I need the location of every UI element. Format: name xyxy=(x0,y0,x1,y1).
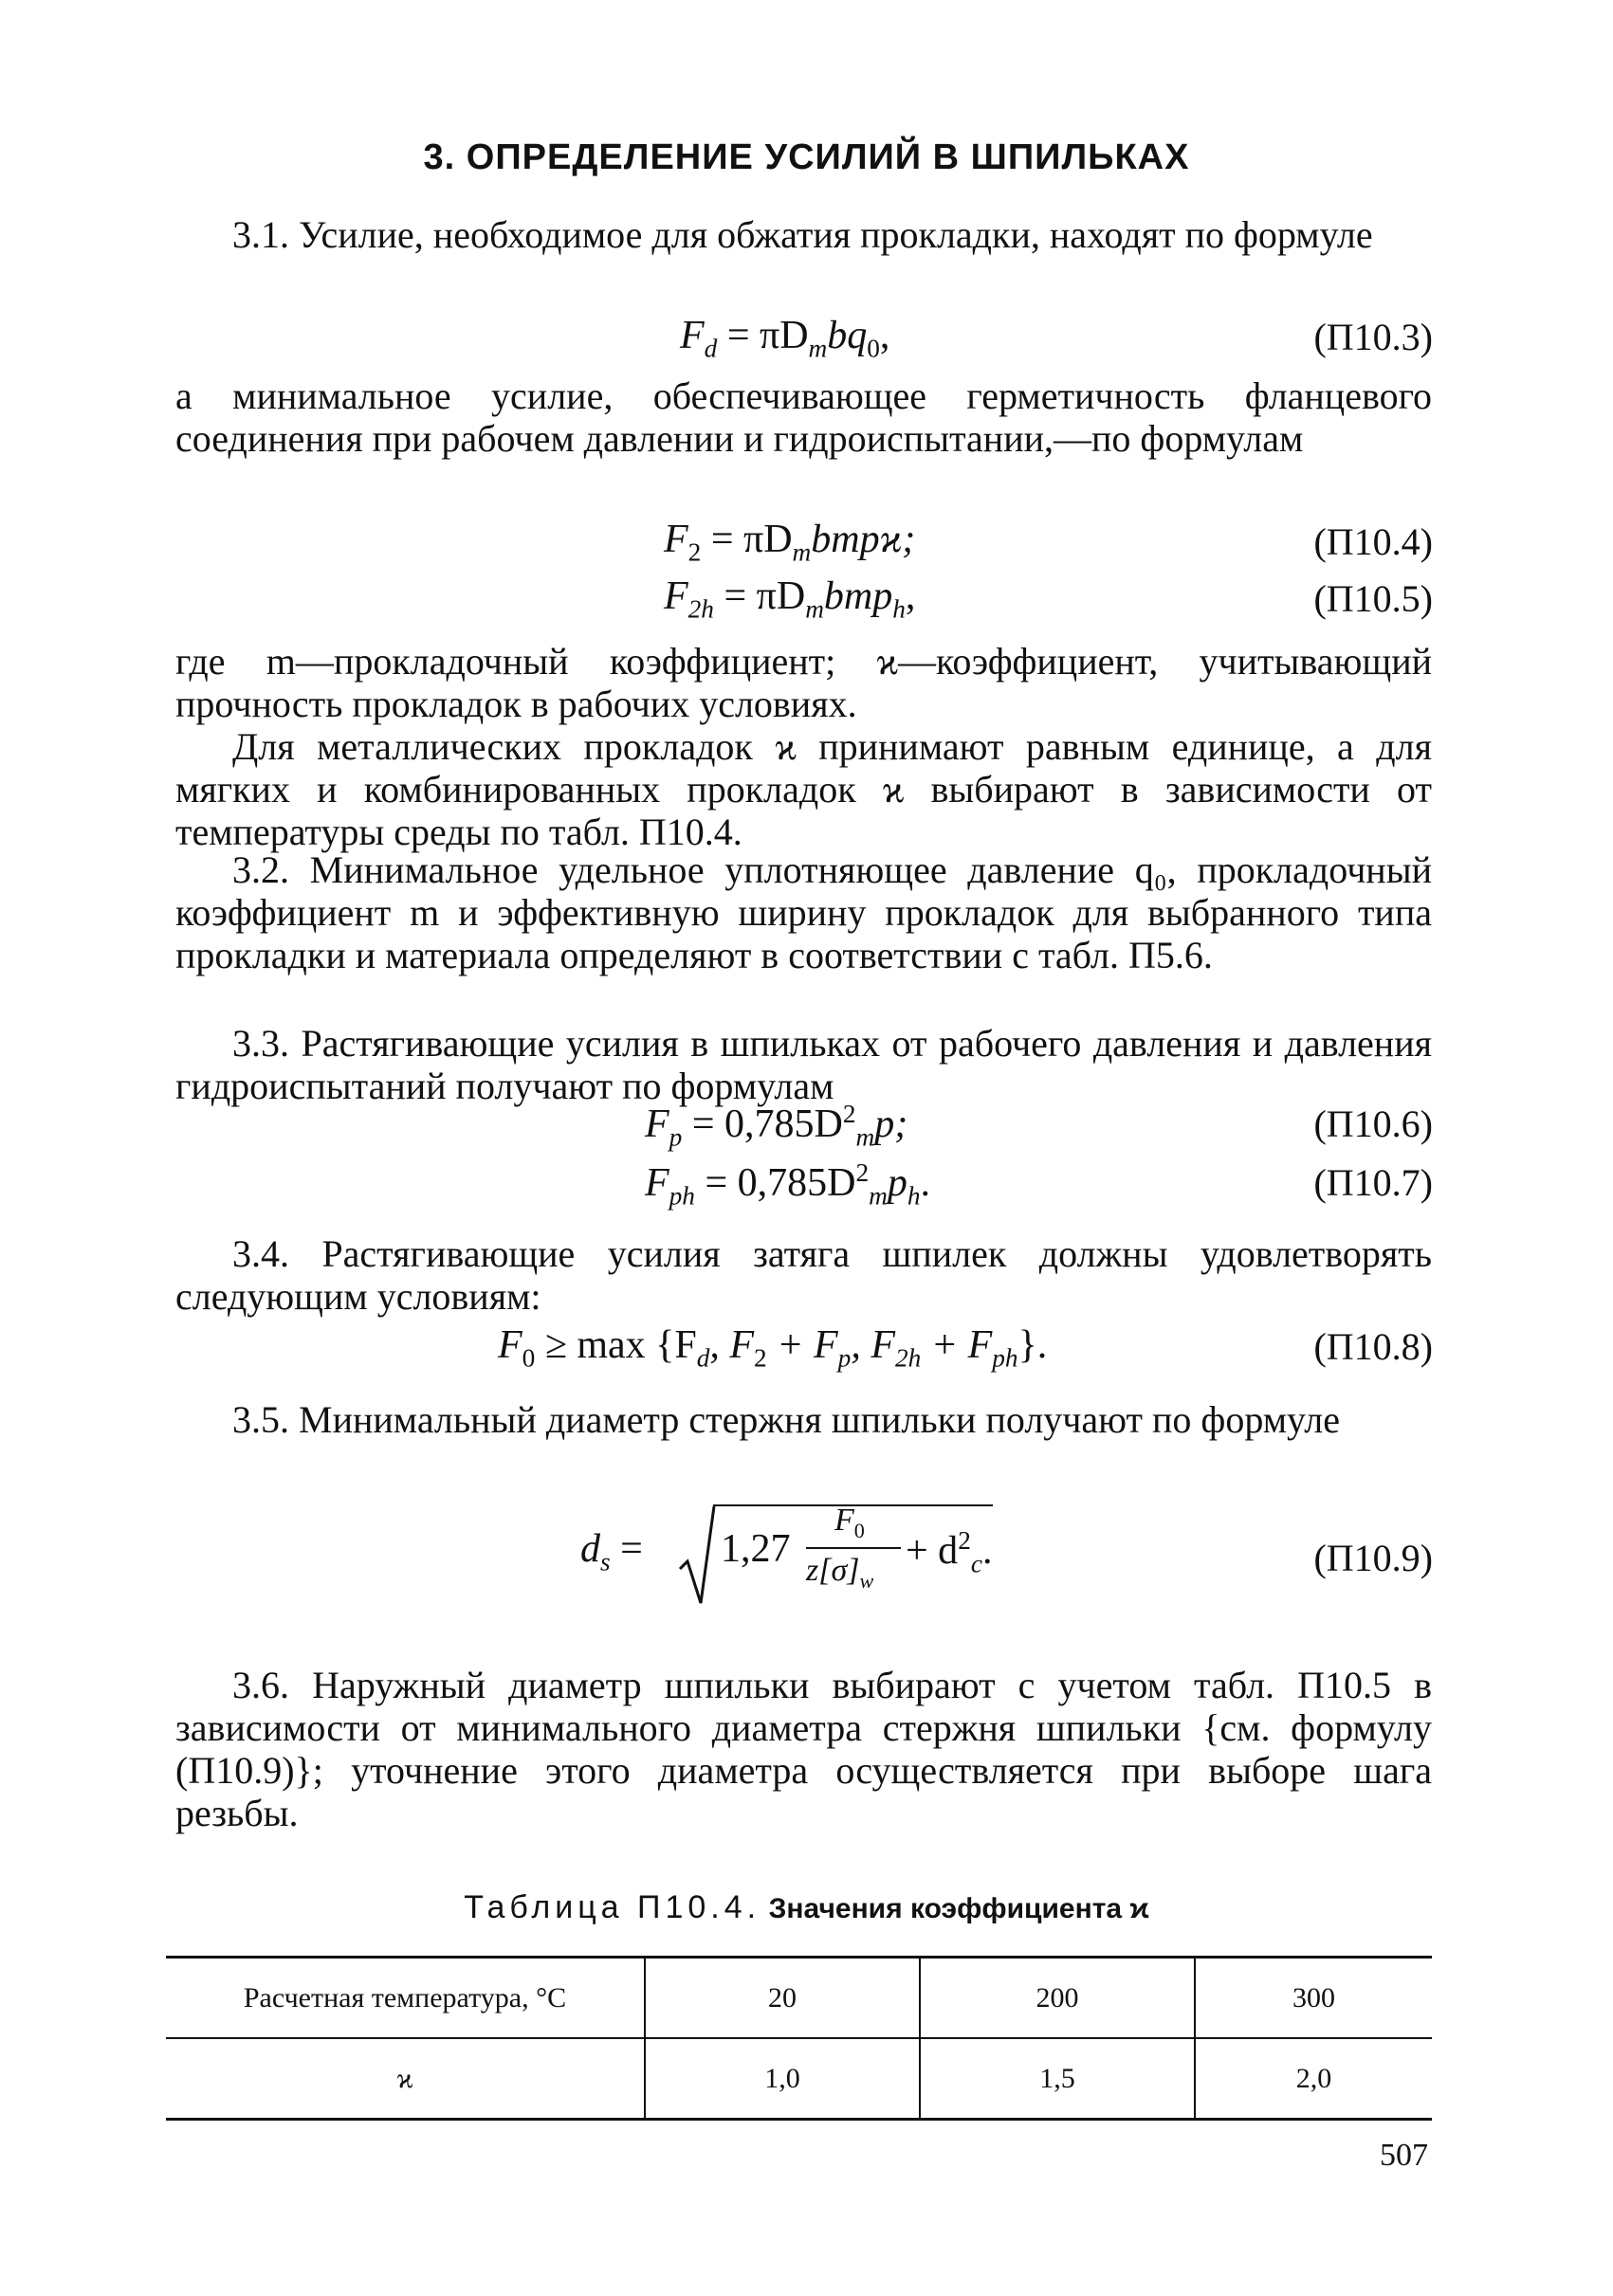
paragraph-3-1-continued: а минимальное усилие, обеспечивающее герметичность фланцевого соединения при рабочем давлении и гидроиспытании,—по формулам xyxy=(175,374,1432,460)
table-cell: 2,0 xyxy=(1195,2038,1432,2120)
formula-number-p10-9: (П10.9) xyxy=(1313,1537,1433,1579)
formula-p10-8: $F_0 \ge \max \{F_d$, $F_2 + F_p$, $F_{2h} + F_{ph}$}. xyxy=(498,1323,1048,1373)
radical-sign xyxy=(678,1503,716,1607)
table-cell: ϰ xyxy=(166,2038,645,2120)
table-cell: 1,0 xyxy=(645,2038,920,2120)
table-caption xyxy=(0,1889,1613,1926)
page-number: 507 xyxy=(1380,2138,1428,2173)
paragraph-3-4: 3.4. Растягивающие усилия затяга шпилек должны удовлетворять следующим условиям: xyxy=(175,1232,1432,1318)
formula-number-p10-8: (П10.8) xyxy=(1313,1325,1433,1368)
paragraph-3-2: 3.2. Минимальное удельное уплотняющее давление q₀, прокладочный коэффициент m и эффективную ширину прокладок для выбранного типа прокладки и материала определяют в соответствии с табл. П5.6. xyxy=(175,848,1432,976)
paragraph-metal-gaskets: Для металлических прокладок ϰ принимают равным единице, а для мягких и комбинированных прокладок ϰ выбирают в зависимости от температуры среды по табл. П10.4. xyxy=(175,725,1432,853)
paragraph-3-6: 3.6. Наружный диаметр шпильки выбирают с учетом табл. П10.5 в зависимости от минимального диаметра стержня шпильки {см. формулу (П10.9)}; уточнение этого диаметра осуществляется при выборе шага резьбы. xyxy=(175,1664,1432,1834)
formula-p10-9-lhs: $d_s$ = xyxy=(580,1527,643,1576)
table-caption-title: Значения коэффициента ϰ xyxy=(768,1893,1149,1924)
paragraph-3-3: 3.3. Растягивающие усилия в шпильках от рабочего давления и давления гидроиспытаний получают по формулам xyxy=(175,1022,1432,1107)
formula-p10-9-coef: 1,27 xyxy=(721,1527,791,1571)
paragraph-3-1: 3.1. Усилие, необходимое для обжатия прокладки, находят по формуле xyxy=(232,213,1373,256)
formula-number-p10-7: (П10.7) xyxy=(1313,1161,1433,1204)
table-header-cell: 300 xyxy=(1195,1958,1432,2039)
section-heading: 3. ОПРЕДЕЛЕНИЕ УСИЛИЙ В ШПИЛЬКАХ xyxy=(423,137,1190,177)
formula-p10-3: $F_d = \pi D_mbq_0$, xyxy=(680,314,890,363)
formula-p10-9-denominator: $z[\sigma]_w$ xyxy=(806,1553,874,1593)
table-caption-label: Таблица П10.4. xyxy=(464,1889,761,1925)
formula-p10-9-numerator: $F_0$ xyxy=(834,1503,865,1542)
formula-p10-5: $F_{2h} = \pi D_mbmp_h$, xyxy=(664,574,916,624)
paragraph-3-5: 3.5. Минимальный диаметр стержня шпильки получают по формуле xyxy=(232,1398,1340,1441)
formula-number-p10-5: (П10.5) xyxy=(1313,577,1433,620)
formula-p10-9-tail: + $d^2_c$. xyxy=(906,1526,993,1578)
formula-p10-7: $F_{ph} = 0,785D^2_mp_h$. xyxy=(645,1158,931,1211)
table-header-row xyxy=(166,1958,1432,2039)
fraction-bar xyxy=(806,1547,901,1549)
formula-number-p10-3: (П10.3) xyxy=(1313,316,1433,358)
table-row xyxy=(166,2038,1432,2120)
coefficient-table xyxy=(166,1956,1432,2121)
formula-number-p10-6: (П10.6) xyxy=(1313,1102,1433,1145)
paragraph-where: где m—прокладочный коэффициент; ϰ—коэффициент, учитывающий прочность прокладок в рабочих условиях. xyxy=(175,640,1432,725)
table-header-cell: 20 xyxy=(645,1958,920,2039)
formula-p10-6: $F_p = 0,785D^2_mp$; xyxy=(645,1100,908,1152)
table-cell: 1,5 xyxy=(920,2038,1195,2120)
table-header-cell: Расчетная температура, °С xyxy=(166,1958,645,2039)
formula-p10-4: $F_2 = \pi D_mbmpϰ$; xyxy=(664,518,916,567)
formula-number-p10-4: (П10.4) xyxy=(1313,520,1433,563)
table-header-cell: 200 xyxy=(920,1958,1195,2039)
